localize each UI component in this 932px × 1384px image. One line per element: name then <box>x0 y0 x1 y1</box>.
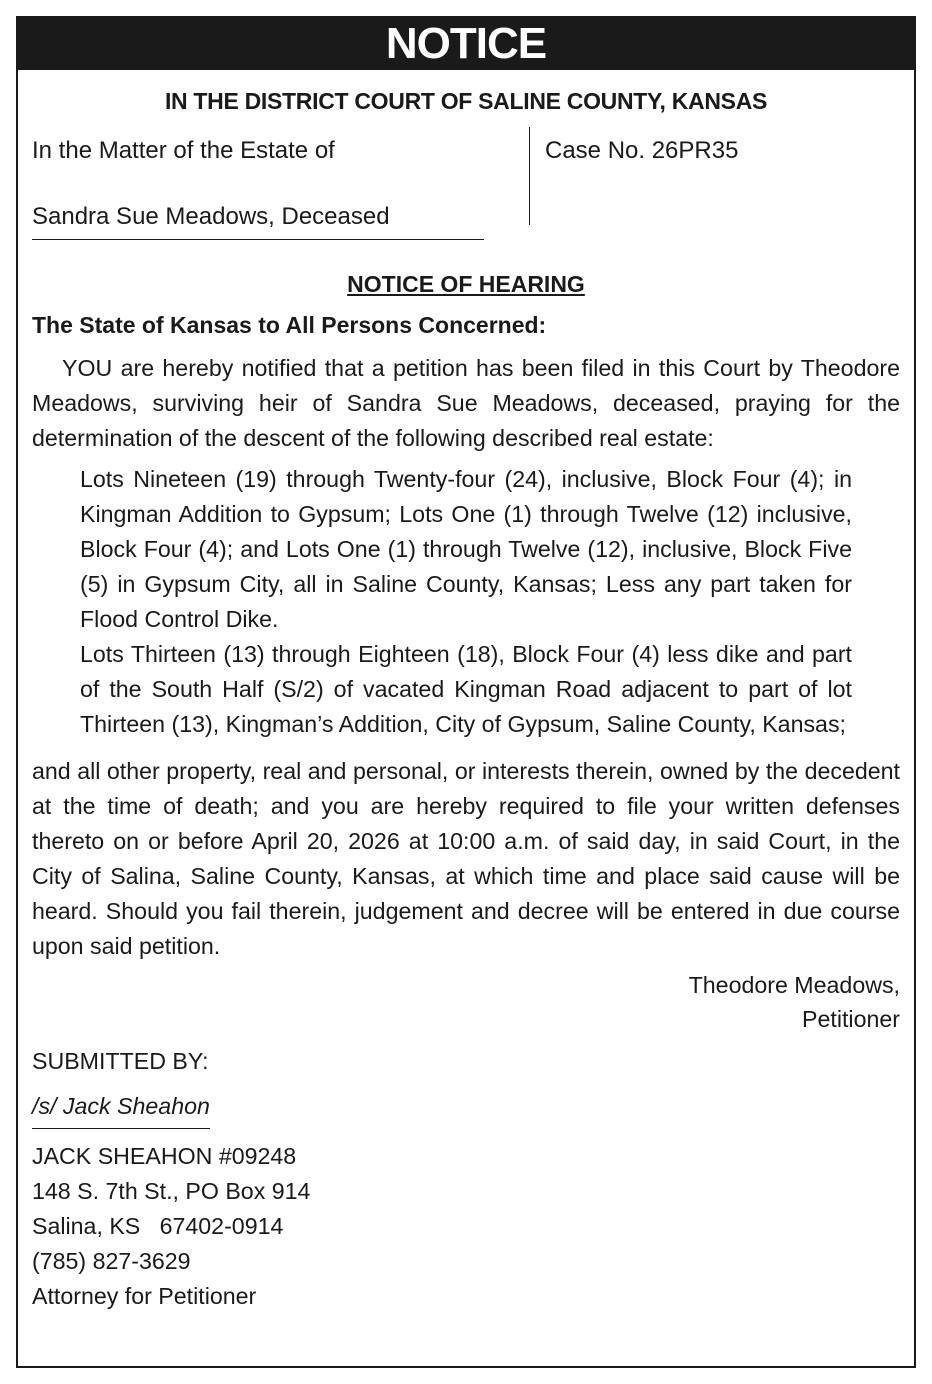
signature-line: /s/ Jack Sheahon <box>32 1093 210 1129</box>
attorney-role: Attorney for Petitioner <box>32 1283 257 1309</box>
caption-divider <box>529 127 530 225</box>
submitted-by: SUBMITTED BY: <box>32 1048 209 1074</box>
attorney-phone: (785) 827-3629 <box>32 1248 191 1274</box>
court-title: IN THE DISTRICT COURT OF SALINE COUNTY, KANSAS <box>164 88 768 114</box>
legal-notice <box>16 16 916 1368</box>
case-caption <box>18 127 914 247</box>
intro-paragraph: YOU are hereby notified that a petition has been filed in this Court by Theodore Meadows, surviving heir of Sandra Sue Meadows, deceased, praying for the determination of the descent of the following described real estate: <box>32 355 900 451</box>
petitioner-role: Petitioner <box>802 1006 900 1032</box>
legal-description <box>80 462 852 742</box>
estate-matter: In the Matter of the Estate of <box>32 137 335 164</box>
case-number: Case No. 26PR35 <box>545 137 739 164</box>
petitioner-name: Theodore Meadows, <box>688 972 900 998</box>
decedent-name: Sandra Sue Meadows, Deceased <box>32 203 390 230</box>
body-paragraph: and all other property, real and personal, or interests therein, owned by the decedent at the time of death; and you are hereby required to file your written defenses thereto on or before April 20, 2026 at 10:00 a.m. of said day, in said Court, in the City of Salina, Saline County, Kansas, at which time and place said cause will be heard. Should you fail therein, judgement and decree will be entered in due course upon said petition. <box>32 758 900 959</box>
caption-underline <box>32 239 484 240</box>
attorney-name: JACK SHEAHON #09248 <box>32 1143 297 1169</box>
petitioner-block <box>32 968 900 1036</box>
legal-description-1: Lots Nineteen (19) through Twenty-four (24), inclusive, Block Four (4); in Kingman Addition to Gypsum; Lots One (1) through Twelve (12) inclusive, Block Four (4); and Lots One (1) through Twelve (12), inclusive, Block Five (5) in Gypsum City, all in Saline County, Kansas; Less any part taken for Flood Control Dike. <box>80 466 852 632</box>
attorney-block <box>32 1139 900 1314</box>
legal-description-2: Lots Thirteen (13) through Eighteen (18), Block Four (4) less dike and part of the South Half (S/2) of vacated Kingman Road adjacent to part of lot Thirteen (13), Kingman’s Addition, City of Gypsum, Saline County, Kansas; <box>80 641 852 737</box>
salutation: The State of Kansas to All Persons Concerned: <box>32 312 547 338</box>
notice-heading: NOTICE OF HEARING <box>347 271 585 297</box>
notice-banner: NOTICE <box>18 18 914 70</box>
attorney-city: Salina, KS 67402-0914 <box>32 1213 284 1239</box>
attorney-street: 148 S. 7th St., PO Box 914 <box>32 1178 311 1204</box>
